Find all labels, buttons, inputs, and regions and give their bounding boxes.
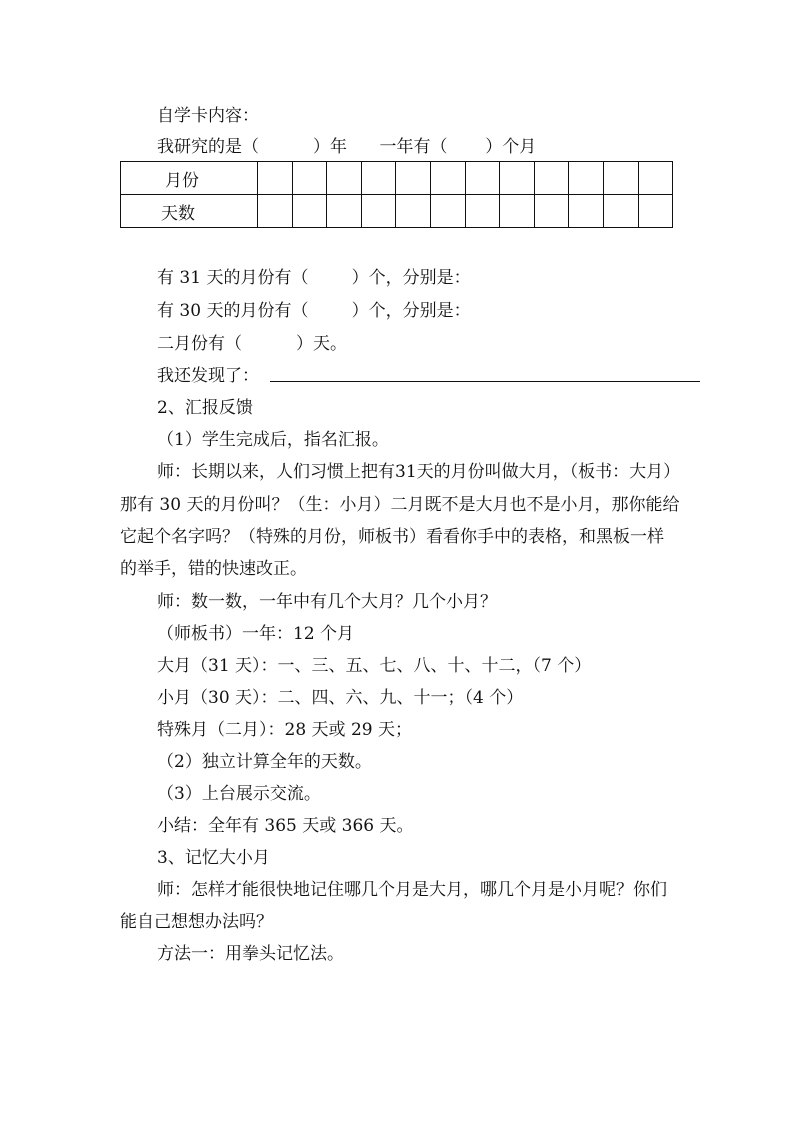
table-cell — [430, 162, 465, 195]
teacher-paragraph-line: 师：长期以来，人们习惯上把有31天的月份叫做大月，（板书：大月） — [157, 462, 681, 482]
table-cell — [534, 162, 569, 195]
table-cell — [500, 195, 535, 228]
table-cell — [327, 162, 362, 195]
teacher-paragraph-line: 那有 30 天的月份叫？（生：小月）二月既不是大月也不是小月，那你能给 — [120, 495, 680, 515]
table-row — [121, 162, 673, 195]
section-2-step-1: （1）学生完成后，指名汇报。 — [157, 430, 389, 450]
big-months: 大月（31 天）：一、三、五、七、八、十、十二，（7 个） — [157, 656, 592, 676]
discovery-label: 我还发现了： — [157, 366, 259, 386]
summary: 小结：全年有 365 天或 366 天。 — [157, 816, 414, 836]
table-cell — [569, 162, 604, 195]
section-3-title: 3、记忆大小月 — [157, 848, 270, 868]
table-cell — [292, 162, 327, 195]
row-label: 天数 — [161, 203, 195, 224]
method-one: 方法一：用拳头记忆法。 — [157, 944, 344, 964]
table-cell — [327, 195, 362, 228]
table-cell — [258, 195, 293, 228]
section-2-step-2: （2）独立计算全年的天数。 — [157, 752, 372, 772]
teacher-paragraph-line: 的举手，错的快速改正。 — [120, 559, 307, 579]
table-cell — [430, 195, 465, 228]
table-cell — [396, 162, 431, 195]
row-label: 月份 — [165, 170, 199, 191]
teacher-paragraph-line: 能自己想想办法吗？ — [120, 912, 273, 932]
self-study-heading: 自学卡内容： — [157, 106, 259, 126]
section-2-step-3: （3）上台展示交流。 — [157, 784, 321, 804]
table-cell — [638, 195, 673, 228]
fill-february: 二月份有（ ）天。 — [157, 334, 348, 354]
table-cell — [500, 162, 535, 195]
research-line: 我研究的是（ ）年 一年有（ ）个月 — [157, 137, 537, 157]
row-header-month — [121, 162, 258, 195]
teacher-paragraph-line: 它起个名字吗？（特殊的月份，师板书）看看你手中的表格，和黑板一样 — [120, 527, 664, 547]
table-cell — [465, 195, 500, 228]
table-row — [121, 195, 673, 228]
table-cell — [603, 195, 638, 228]
table-cell — [292, 195, 327, 228]
table-cell — [465, 162, 500, 195]
discovery-answer-line — [270, 381, 700, 382]
table-cell — [603, 162, 638, 195]
table-cell — [258, 162, 293, 195]
fill-30-days: 有 30 天的月份有（ ）个，分别是： — [157, 301, 471, 321]
table-cell — [534, 195, 569, 228]
table-cell — [569, 195, 604, 228]
small-months: 小月（30 天）：二、四、六、九、十一；（4 个） — [157, 688, 524, 708]
table-cell — [396, 195, 431, 228]
table-cell — [361, 162, 396, 195]
table-cell — [361, 195, 396, 228]
table-cell — [638, 162, 673, 195]
row-header-days — [121, 195, 258, 228]
teacher-paragraph-line: 师：怎样才能很快地记住哪几个月是大月，哪几个月是小月呢？你们 — [157, 880, 667, 900]
fill-31-days: 有 31 天的月份有（ ）个，分别是： — [157, 268, 471, 288]
self-study-table — [120, 161, 673, 228]
teacher-question-count: 师：数一数，一年中有几个大月？几个小月？ — [157, 592, 497, 612]
board-note: （师板书）一年：12 个月 — [157, 624, 355, 644]
special-month: 特殊月（二月）：28 天或 29 天； — [157, 720, 412, 740]
section-2-title: 2、汇报反馈 — [157, 398, 253, 418]
